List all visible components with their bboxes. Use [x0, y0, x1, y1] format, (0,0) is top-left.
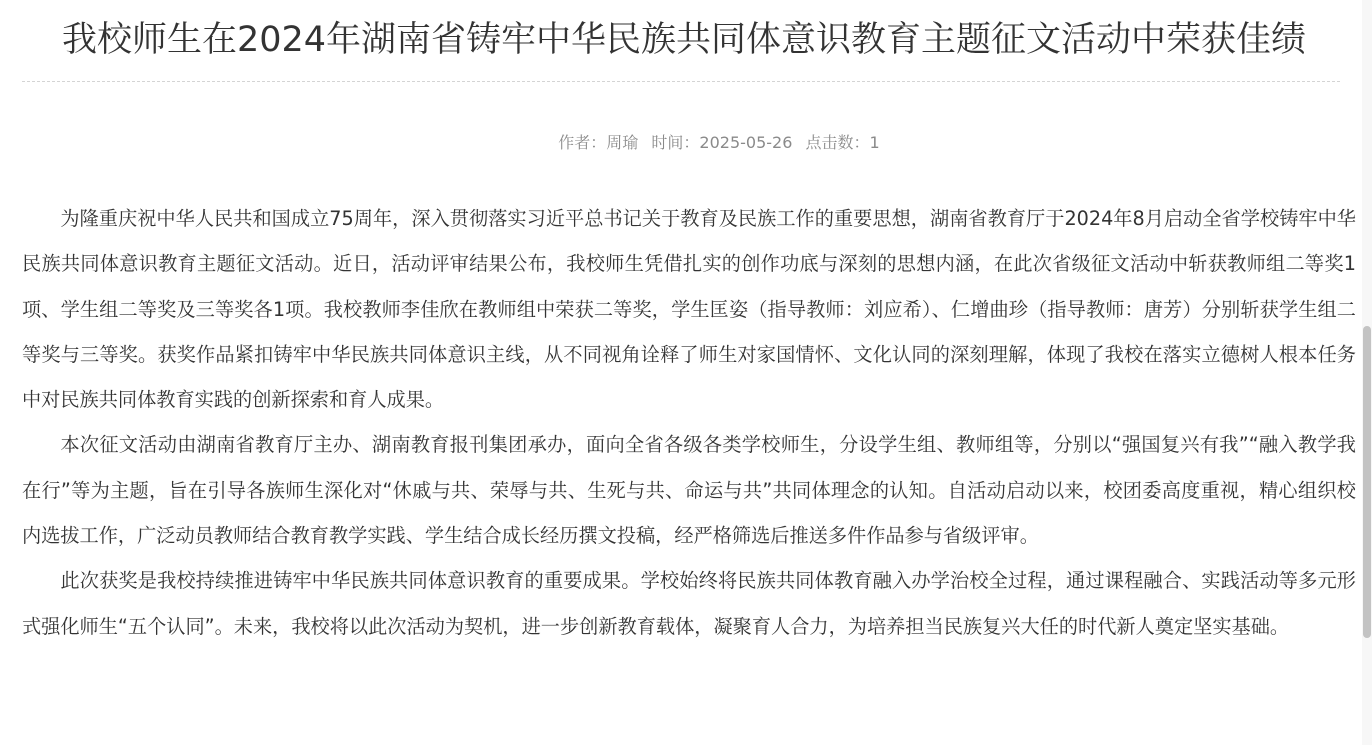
- meta-clicks: 点击数：1: [805, 133, 880, 152]
- scrollbar-thumb[interactable]: [1363, 326, 1371, 638]
- article: [22, 0, 1362, 745]
- title-divider: [22, 81, 1340, 82]
- paragraph: 为隆重庆祝中华人民共和国成立75周年，深入贯彻落实习近平总书记关于教育及民族工作的重要思想，湖南省教育厅于2024年8月启动全省学校铸牢中华民族共同体意识教育主题征文活动。近日，活动评审结果公布，我校师生凭借扎实的创作功底与深刻的思想内涵，在此次省级征文活动中斩获教师组二等奖1项、学生组二等奖及三等奖各1项。我校教师李佳欣在教师组中荣获二等奖，学生匡姿（指导教师：刘应希）、仁增曲珍（指导教师：唐芳）分别斩获学生组二等奖与三等奖。获奖作品紧扣铸牢中华民族共同体意识主线，从不同视角诠释了师生对家国情怀、文化认同的深刻理解，体现了我校在落实立德树人根本任务中对民族共同体教育实践的创新探索和育人成果。: [22, 207, 1356, 412]
- article-body: [22, 196, 1356, 649]
- meta-time: 时间：2025-05-26: [651, 133, 793, 152]
- meta-author: 作者：周瑜: [558, 133, 639, 152]
- paragraph: 本次征文活动由湖南省教育厅主办、湖南教育报刊集团承办，面向全省各级各类学校师生，分设学生组、教师组等，分别以“强国复兴有我”“融入教学我在行”等为主题，旨在引导各族师生深化对“休戚与共、荣辱与共、生死与共、命运与共”共同体理念的认知。自活动启动以来，校团委高度重视，精心组织校内选拔工作，广泛动员教师结合教育教学实践、学生结合成长经历撰文投稿，经严格筛选后推送多件作品参与省级评审。: [22, 433, 1356, 548]
- article-meta: [22, 131, 1372, 155]
- paragraph: 此次获奖是我校持续推进铸牢中华民族共同体意识教育的重要成果。学校始终将民族共同体教育融入办学治校全过程，通过课程融合、实践活动等多元形式强化师生“五个认同”。未来，我校将以此次活动为契机，进一步创新教育载体，凝聚育人合力，为培养担当民族复兴大任的时代新人奠定坚实基础。: [22, 569, 1356, 638]
- vertical-scrollbar[interactable]: [1362, 0, 1372, 745]
- article-title: 我校师生在2024年湖南省铸牢中华民族共同体意识教育主题征文活动中荣获佳绩: [61, 20, 1307, 60]
